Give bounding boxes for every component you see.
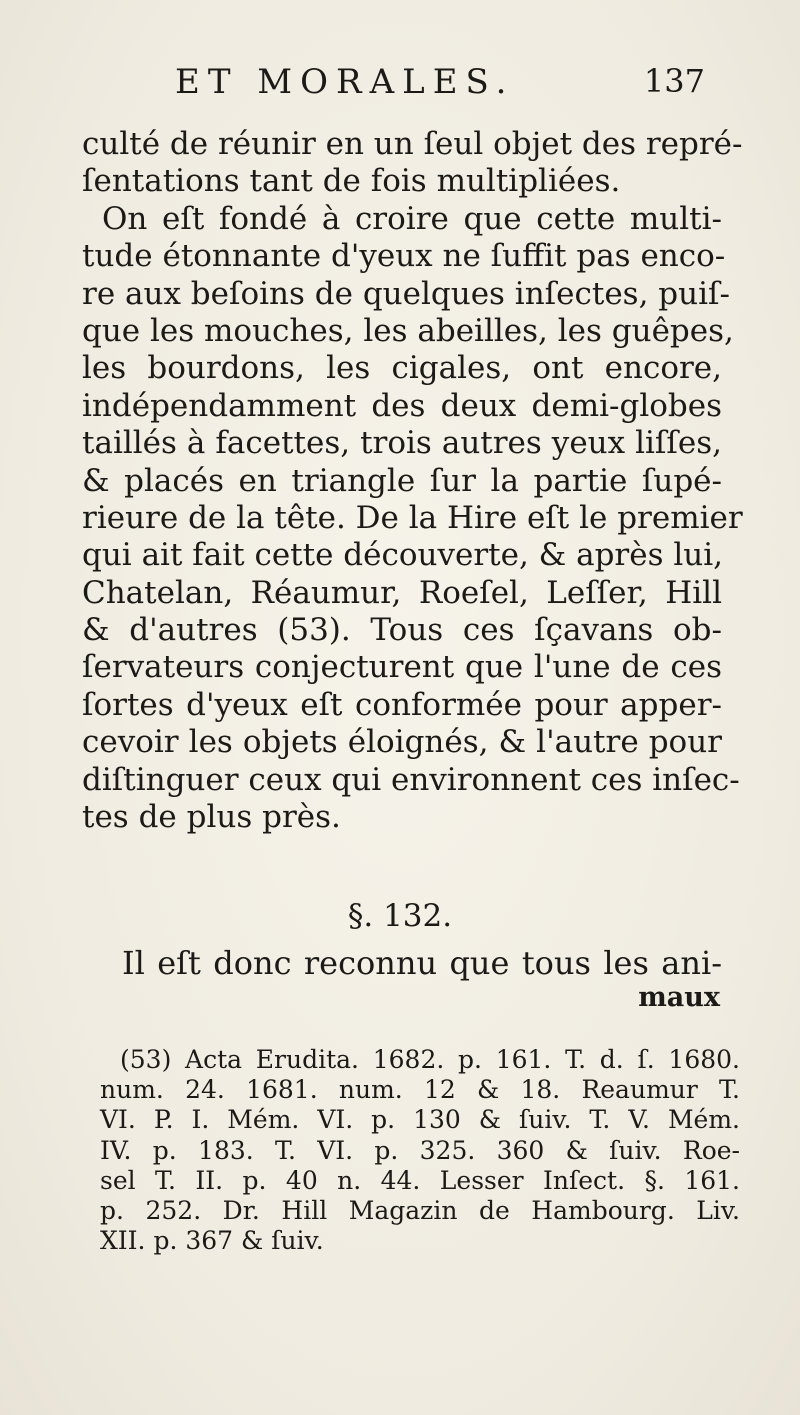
text-line: cevoir les objets éloignés, & l'autre pour xyxy=(82,724,722,761)
text-line: Chatelan, Réaumur, Roeſel, Leſſer, Hill xyxy=(82,574,722,611)
text-line: & placés en triangle ſur la partie ſupé- xyxy=(82,462,722,499)
section-heading: §. 132. xyxy=(347,898,453,934)
text-line: qui ait fait cette découverte, & après lui, xyxy=(82,537,724,574)
footnote-line: VI. P. I. Mém. VI. p. 130 & ſuiv. T. V. Mém. xyxy=(100,1105,740,1135)
footnote-line: p. 252. Dr. Hill Magazin de Hambourg. Liv. xyxy=(100,1195,740,1225)
body-text xyxy=(82,126,743,836)
text-line: & d'autres (53). Tous ces ſçavans ob- xyxy=(82,612,722,649)
footnote-line: IV. p. 183. T. VI. p. 325. 360 & ſuiv. Roe- xyxy=(100,1135,740,1165)
text-line: diſtinguer ceux qui environnent ces inſec- xyxy=(82,761,740,798)
text-line: rieure de la tête. De la Hire eſt le premier xyxy=(82,499,743,536)
footnote-line: XII. p. 367 & ſuiv. xyxy=(100,1226,324,1256)
paragraph-start xyxy=(82,945,722,982)
text-line: re aux beſoins de quelques inſectes, puiſ- xyxy=(82,275,730,312)
text-line: tes de plus près. xyxy=(82,799,341,836)
text-line: Il eſt donc reconnu que tous les ani- xyxy=(122,944,722,982)
text-line: ſervateurs conjecturent que l'une de ces xyxy=(82,649,722,686)
page-number: 137 xyxy=(643,62,705,100)
footnote-line: sel T. II. p. 40 n. 44. Lesser Inſect. §. 161. xyxy=(100,1165,740,1195)
page-header xyxy=(175,62,705,112)
footnote-line: num. 24. 1681. num. 12 & 18. Reaumur T. xyxy=(100,1075,740,1105)
text-line: indépendamment des deux demi-globes xyxy=(82,387,722,424)
footnote-line: (53) Acta Erudita. 1682. p. 161. T. d. ſ. 1680. xyxy=(120,1045,740,1074)
text-line: ſortes d'yeux eſt conformée pour apper- xyxy=(82,686,722,723)
text-line: culté de réunir en un ſeul objet des repré- xyxy=(82,126,743,162)
footnote xyxy=(100,1045,740,1256)
text-line: ſentations tant de fois multipliées. xyxy=(82,163,621,200)
text-line: On eſt fondé à croire que cette multi- xyxy=(102,200,722,237)
text-line: tude étonnante d'yeux ne ſuffit pas enco- xyxy=(82,238,726,275)
text-line: que les mouches, les abeilles, les guêpes, xyxy=(82,312,734,349)
text-line: taillés à facettes, trois autres yeux liſſes, xyxy=(82,425,722,462)
text-line: les bourdons, les cigales, ont encore, xyxy=(82,350,722,387)
catchword: maux xyxy=(638,982,720,1013)
running-title: ET MORALES. xyxy=(175,62,515,102)
